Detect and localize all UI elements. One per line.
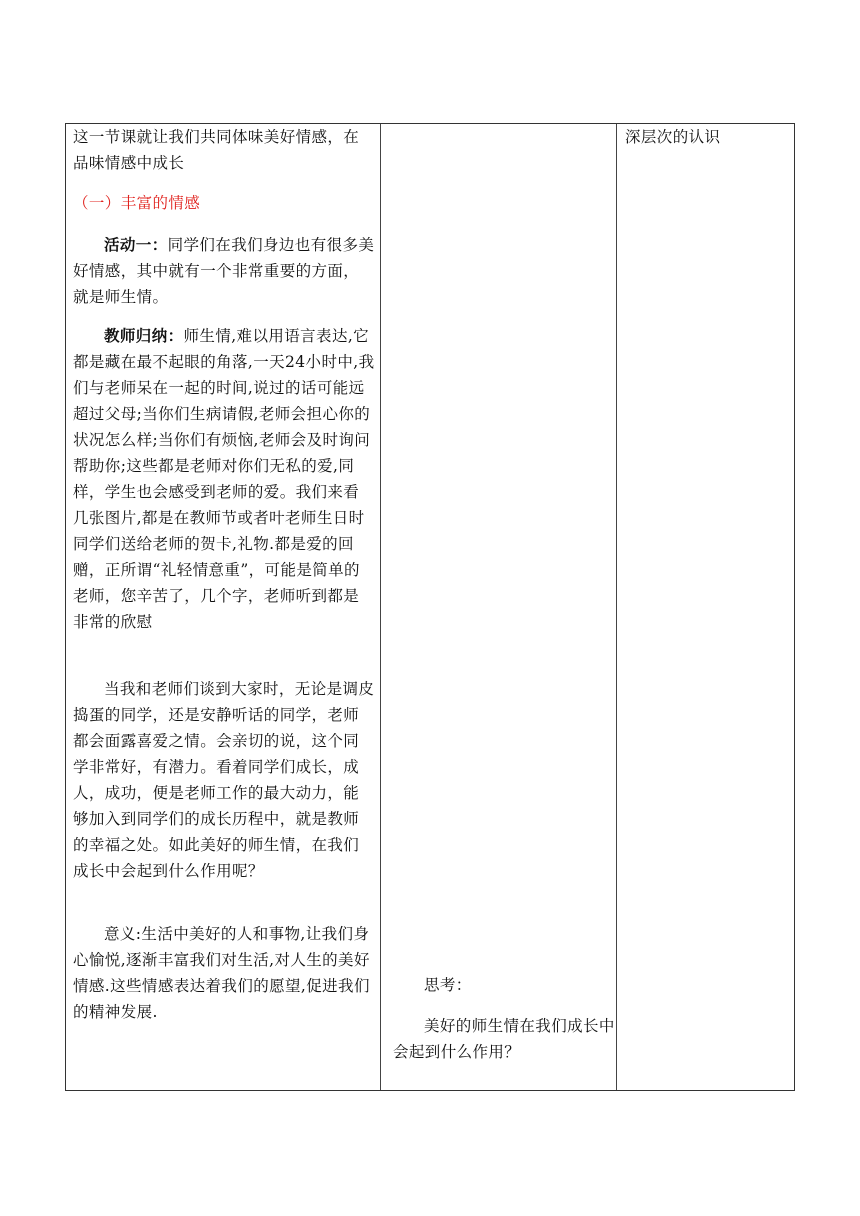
activity-paragraph bbox=[73, 232, 375, 310]
intro-text: 这一节课就让我们共同体味美好情感，在品味情感中成长 bbox=[73, 128, 360, 172]
activity-text: 同学们在我们身边也有很多美好情感，其中就有一个非常重要的方面，就是师生情。 bbox=[73, 236, 375, 306]
think-label: 思考： bbox=[424, 976, 472, 994]
intent-text: 深层次的认识 bbox=[625, 128, 721, 146]
summary-label: 教师归纳： bbox=[104, 326, 184, 345]
intent-column bbox=[617, 124, 794, 1090]
summary-paragraph bbox=[73, 323, 375, 635]
lesson-table bbox=[65, 123, 795, 1091]
section-heading: （一）丰富的情感 bbox=[73, 194, 201, 212]
summary-text: 师生情,难以用语言表达,它都是藏在最不起眼的角落,一天24小时中,我们与老师呆在一起的时间,说过的话可能远超过父母;当你们生病请假,老师会担心你的状况怎么样;当你们有烦恼,老师会及时询问帮助你;这些都是老师对你们无私的爱,同样，学生也会感受到老师的爱。我们来看几张图片,都是在教师节或者叶老师生日时同学们送给老师的贺卡,礼物.都是爱的回赠，正所谓“礼轻情意重”，可能是简单的老师，您辛苦了，几个字，老师听到都是非常的欣慰 bbox=[73, 327, 375, 631]
paragraph-4: 意义:生活中美好的人和事物,让我们身心愉悦,逐渐丰富我们对生活,对人生的美好情感.这些情感表达着我们的愿望,促进我们的精神发展. bbox=[73, 925, 370, 1021]
activity-column bbox=[381, 124, 617, 1090]
content-column bbox=[66, 124, 381, 1090]
activity-label: 活动一： bbox=[104, 235, 168, 254]
paragraph-3: 当我和老师们谈到大家时，无论是调皮捣蛋的同学，还是安静听话的同学，老师都会面露喜爱之情。会亲切的说，这个同学非常好，有潜力。看着同学们成长，成人，成功，便是老师工作的最大动力，能够加入到同学们的成长历程中，就是教师的幸福之处。如此美好的师生情，在我们成长中会起到什么作用呢？ bbox=[73, 680, 375, 880]
think-question: 美好的师生情在我们成长中会起到什么作用？ bbox=[393, 1017, 615, 1061]
